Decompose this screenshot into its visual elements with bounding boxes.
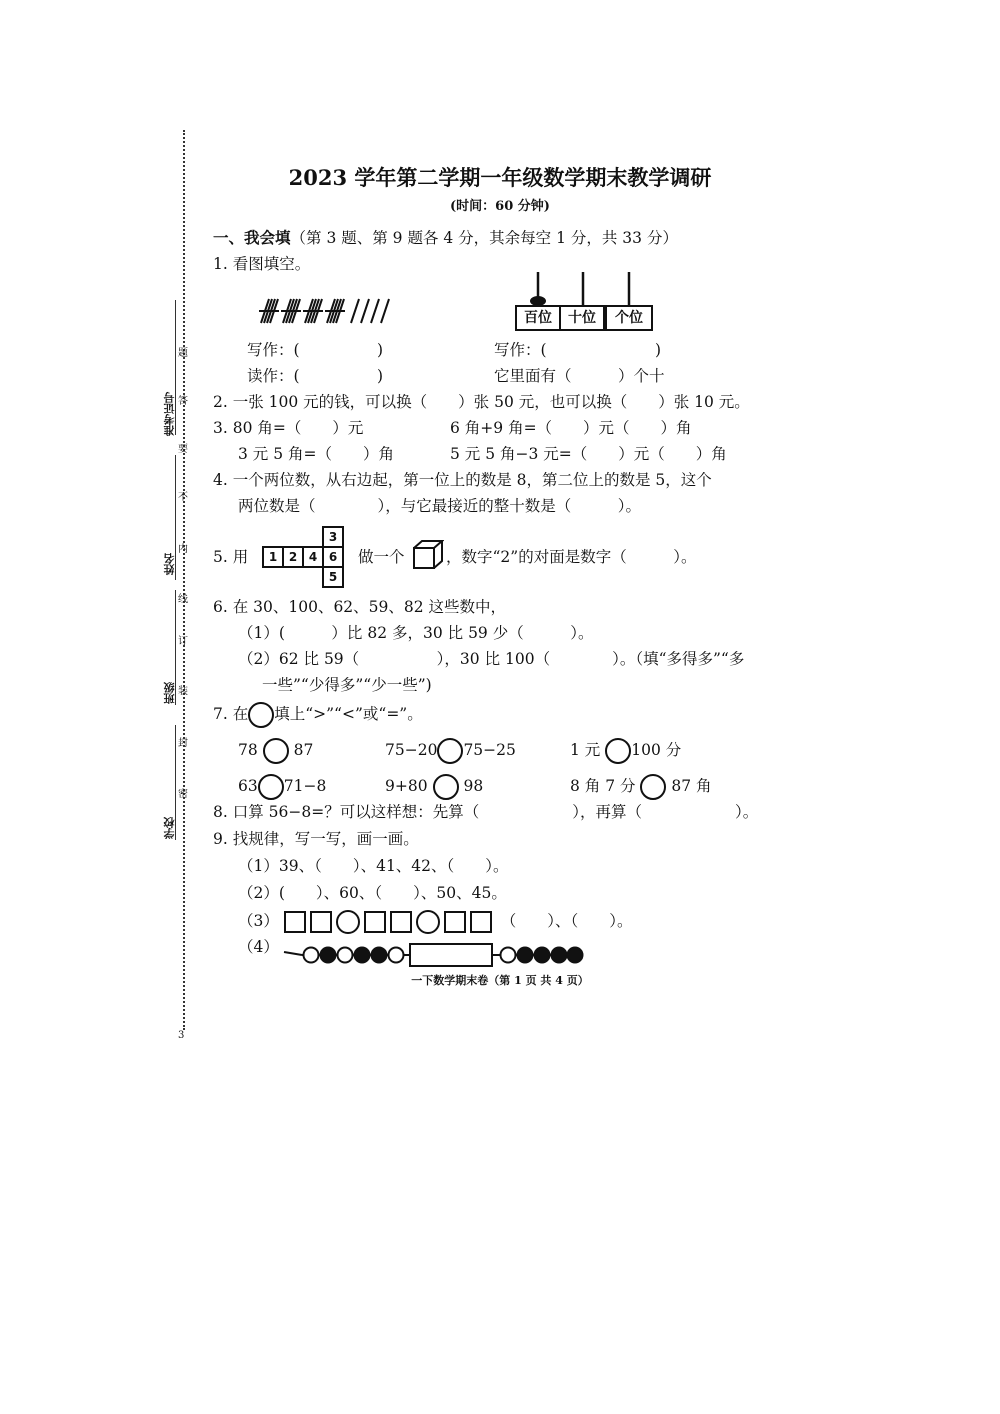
square-shape [284, 911, 306, 933]
q9-sub4-prefix: （4） [238, 938, 279, 956]
bead-white [338, 948, 353, 963]
q6-line4: 一些”“少得多”“少一些”) [262, 676, 432, 694]
square-shape [390, 911, 412, 933]
q6-line3: （2）62 比 59（ ），30 比 100（ ）。（填“多得多”“多 [238, 650, 745, 668]
cube-net [262, 526, 364, 588]
blank-circle[interactable] [248, 702, 274, 728]
compare-item [385, 738, 516, 764]
abacus-label-tens: 十位 [559, 305, 605, 331]
q8-text: 8. 口算 56−8=？可以这样想：先算（ ），再算（ ）。 [213, 803, 759, 821]
net-cell: 5 [323, 567, 343, 587]
compare-right: 87 角 [671, 777, 712, 795]
compare-left: 1 元 [570, 741, 601, 759]
abacus-label-hundreds: 百位 [515, 305, 561, 331]
class-underline [175, 590, 176, 705]
section-note: （第 3 题、第 9 题各 4 分，其余每空 1 分，共 33 分） [290, 229, 678, 247]
net-cell: 4 [303, 547, 323, 567]
net-cell: 2 [283, 547, 303, 567]
single-stick [371, 299, 379, 323]
q7-suffix: 填上“>”“<”或“=”。 [274, 705, 423, 723]
compare-item [238, 774, 326, 800]
q9-label: 9. 找规律，写一写，画一画。 [213, 830, 419, 848]
q7-instruction [213, 702, 423, 728]
bead-black [355, 948, 370, 963]
compare-circle[interactable] [433, 774, 459, 800]
net-cell: 1 [263, 547, 283, 567]
q5-middle: 做一个 [358, 548, 405, 566]
compare-left: 9+80 [385, 777, 428, 795]
compare-circle[interactable] [437, 738, 463, 764]
compare-item [570, 738, 681, 764]
compare-item [238, 738, 313, 764]
q1-right-has: 它里面有（ ）个十 [494, 367, 665, 385]
stick-bundle [259, 299, 279, 323]
exam-id-underline [175, 300, 176, 435]
counting-sticks-picture [255, 295, 395, 327]
square-shape [470, 911, 492, 933]
compare-left: 63 [238, 777, 258, 795]
compare-circle[interactable] [258, 774, 284, 800]
q3-a: 3. 80 角=（ ）元 [213, 419, 364, 437]
compare-left: 78 [238, 741, 258, 759]
page-subtitle: (时间：60 分钟) [450, 199, 550, 214]
q5-suffix: ，数字“2”的对面是数字（ ）。 [446, 548, 697, 566]
q3-b: 6 角+9 角=（ ）元（ ）角 [450, 419, 692, 437]
single-stick [361, 299, 369, 323]
q9-sub3-suffix: （ ）、（ ）。 [500, 912, 633, 930]
compare-right: 71−8 [283, 777, 327, 795]
net-cell: 6 [323, 547, 343, 567]
stick-bundle [325, 299, 345, 323]
compare-circle[interactable] [605, 738, 631, 764]
net-cell: 3 [323, 527, 343, 547]
q9-sub3-prefix: （3） [238, 912, 279, 930]
square-shape [310, 911, 332, 933]
compare-right: 98 [463, 777, 484, 795]
seal-char: 内 [178, 544, 188, 555]
q4-line2: 两位数是（ ），与它最接近的整十数是（ ）。 [238, 497, 642, 515]
binding-dotted-line [183, 130, 185, 1030]
compare-left: 8 角 7 分 [570, 777, 636, 795]
bead-black [372, 948, 387, 963]
circle-shape [336, 910, 360, 934]
single-stick [351, 299, 359, 323]
q7-prefix: 7. 在 [213, 705, 249, 723]
bead-white [501, 948, 516, 963]
q9-sub1: （1）39、（ ）、41、42、（ ）。 [238, 857, 509, 875]
hidden-beads-box [410, 944, 492, 966]
name-underline [175, 455, 176, 580]
compare-item [570, 774, 712, 800]
seal-char: 密 [178, 789, 188, 800]
school-underline [175, 725, 176, 840]
circle-shape [416, 910, 440, 934]
stick-bundle [281, 299, 301, 323]
seal-char: 不 [178, 492, 188, 503]
compare-right: 87 [293, 741, 314, 759]
bead-string-picture [282, 940, 587, 970]
abacus-label-ones: 个位 [605, 305, 653, 331]
seal-char: 答 [178, 396, 188, 407]
school-label: 学校 [163, 817, 176, 839]
seal-char: 封 [178, 738, 188, 749]
square-shape [364, 911, 386, 933]
single-stick [381, 299, 389, 323]
page-title: 2023 学年第二学期一年级数学期末教学调研 [288, 165, 712, 190]
bead-black [568, 948, 583, 963]
q1-label: 1. 看图填空。 [213, 255, 311, 273]
cube-icon [412, 539, 444, 571]
exam-id-label: 准考证号 [163, 392, 176, 436]
seal-char: 订 [178, 636, 188, 647]
compare-left: 75−20 [385, 741, 438, 759]
section-title: 一、我会填 [213, 228, 291, 247]
q9-sub2: （2）( ）、60、（ ）、50、45。 [238, 884, 507, 902]
q3-c: 3 元 5 角=（ ）角 [238, 445, 394, 463]
bead-black [535, 948, 550, 963]
compare-right: 75−25 [463, 741, 516, 759]
section-heading [213, 228, 678, 248]
compare-right: 100 分 [631, 741, 682, 759]
bead-black [552, 948, 567, 963]
q6-line2: （1）( ）比 82 多，30 比 59 少（ ）。 [238, 624, 594, 642]
bead-white [389, 948, 404, 963]
bead-black [518, 948, 533, 963]
page-footer: 一下数学期末卷（第 1 页 共 4 页） [411, 974, 589, 987]
seal-char: 装 [178, 686, 188, 697]
q5-prefix: 5. 用 [213, 548, 249, 566]
q3-d: 5 元 5 角−3 元=（ ）元（ ）角 [450, 445, 727, 463]
abacus-rods [515, 272, 655, 308]
compare-circle[interactable] [263, 738, 289, 764]
q1-right-write: 写作：( ) [494, 341, 662, 359]
seal-char: 线 [178, 594, 188, 605]
q4-line1: 4. 一个两位数，从右边起，第一位上的数是 8，第二位上的数是 5，这个 [213, 471, 712, 489]
compare-item [385, 774, 483, 800]
name-label: 姓名 [163, 553, 176, 575]
square-shape [444, 911, 466, 933]
bead-white [304, 948, 319, 963]
q2-text: 2. 一张 100 元的钱，可以换（ ）张 50 元，也可以换（ ）张 10 元。 [213, 393, 750, 411]
compare-circle[interactable] [640, 774, 666, 800]
seal-char: 题 [178, 348, 188, 359]
q1-left-read: 读作：( ) [247, 367, 384, 385]
stick-bundle [303, 299, 323, 323]
seal-char: 要 [178, 444, 188, 455]
class-label: 班级 [163, 682, 176, 704]
binding-mark: 3 [178, 1030, 185, 1041]
q6-line1: 6. 在 30、100、62、59、82 这些数中， [213, 598, 507, 616]
bead-black [321, 948, 336, 963]
q1-left-write: 写作：( ) [247, 341, 384, 359]
q9-sub3 [238, 910, 633, 934]
